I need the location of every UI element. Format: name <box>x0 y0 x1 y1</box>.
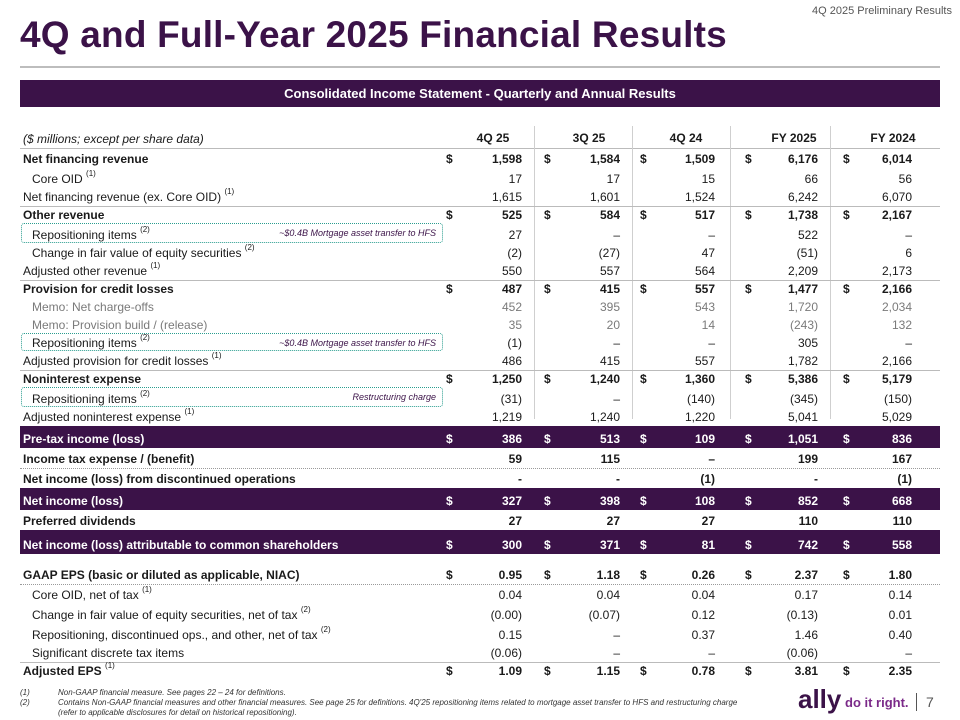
cell-value: 1,738 <box>787 208 818 222</box>
table-row <box>20 510 940 531</box>
currency-symbol: $ <box>745 208 752 222</box>
table-row <box>20 624 940 644</box>
cell-value: 35 <box>508 318 522 332</box>
cell-value: 17 <box>508 172 522 186</box>
units-label: ($ millions; except per share data) <box>23 132 204 146</box>
row-label-text: Noninterest expense <box>23 372 142 386</box>
table-row <box>20 316 940 334</box>
row-label-text: Pre-tax income (loss) <box>23 432 145 446</box>
row-label <box>32 169 96 186</box>
cell-value: 0.04 <box>596 588 620 602</box>
cell-value: 2,173 <box>881 264 912 278</box>
footnote-ref: (2) <box>300 605 311 614</box>
cell-value: 5,386 <box>787 372 818 386</box>
row-label <box>23 282 174 296</box>
column-header: FY 2025 <box>771 131 817 145</box>
cell-value: 0.37 <box>691 628 715 642</box>
cell-value: 550 <box>501 264 522 278</box>
callout-note: ~$0.4B Mortgage asset transfer to HFS <box>279 338 436 348</box>
currency-symbol: $ <box>640 152 647 166</box>
footnote-ref: (1) <box>105 661 115 670</box>
cell-value: (0.13) <box>786 608 818 622</box>
cell-value: (345) <box>789 392 818 406</box>
table-row <box>20 530 940 554</box>
column-header: 3Q 25 <box>572 131 606 145</box>
cell-value: 371 <box>599 538 620 552</box>
row-label <box>23 432 144 446</box>
cell-value: 15 <box>701 172 715 186</box>
cell-value: 395 <box>599 300 620 314</box>
cell-value: 1,051 <box>787 432 818 446</box>
cell-value: 0.15 <box>498 628 522 642</box>
currency-symbol: $ <box>446 208 453 222</box>
cell-value: 1,782 <box>787 354 818 368</box>
cell-value: 398 <box>599 494 620 508</box>
cell-value: 110 <box>798 514 818 528</box>
cell-value: - <box>518 472 522 486</box>
currency-symbol: $ <box>544 494 551 508</box>
row-label <box>23 407 195 424</box>
cell-value: 486 <box>501 354 522 368</box>
cell-value: 17 <box>606 172 620 186</box>
cell-value: 132 <box>891 318 912 332</box>
table-row <box>20 604 940 624</box>
currency-symbol: $ <box>843 432 850 446</box>
cell-value: 564 <box>694 264 715 278</box>
logo-divider <box>916 693 917 711</box>
footnote-text: Contains Non-GAAP financial measures and other financial measures. See page 25 for definitions. 4Q'25 repositioning items related to mortgage asset transfer to HFS and restructuring charge (refer to applicable disclosures for detail on historical repositioning). <box>58 698 738 717</box>
cell-value: 557 <box>694 354 715 368</box>
cell-value: 6,014 <box>881 152 912 166</box>
cell-value: 452 <box>501 300 522 314</box>
footnote-ref: (1) <box>142 585 152 594</box>
top-note: 4Q 2025 Preliminary Results <box>811 5 952 17</box>
currency-symbol: $ <box>544 432 551 446</box>
cell-value: 1,477 <box>787 282 818 296</box>
currency-symbol: $ <box>640 538 647 552</box>
row-label-text: Net income (loss) from discontinued operations <box>23 472 296 486</box>
table-row <box>20 448 940 469</box>
table-row <box>20 370 940 388</box>
cell-value: 199 <box>797 452 818 466</box>
cell-value: 543 <box>694 300 715 314</box>
cell-value: 1,598 <box>491 152 522 166</box>
row-label <box>32 605 311 622</box>
row-label <box>23 514 136 528</box>
footnote-ref: (1) <box>211 351 222 360</box>
cell-value: 1,219 <box>491 410 522 424</box>
row-label <box>23 152 148 166</box>
currency-symbol: $ <box>640 494 647 508</box>
currency-symbol: $ <box>843 538 850 552</box>
table-row <box>20 148 940 168</box>
table-row <box>20 298 940 316</box>
cell-value: 557 <box>694 282 715 296</box>
cell-value: (0.06) <box>490 646 522 660</box>
cell-value: 305 <box>797 336 818 350</box>
footnote-text: Non-GAAP financial measure. See pages 22 – 24 for definitions. <box>58 688 286 697</box>
currency-symbol: $ <box>745 664 752 678</box>
cell-value: 0.12 <box>691 608 715 622</box>
cell-value: (51) <box>796 246 818 260</box>
table-row <box>20 488 940 510</box>
row-label <box>23 452 194 466</box>
cell-value: 300 <box>501 538 522 552</box>
currency-symbol: $ <box>843 282 850 296</box>
column-header: 4Q 24 <box>669 131 703 145</box>
row-label <box>23 472 296 486</box>
page-title: 4Q and Full-Year 2025 Financial Results <box>20 14 727 55</box>
cell-value: (1) <box>700 472 715 486</box>
cell-value: 47 <box>701 246 715 260</box>
cell-value: 0.26 <box>691 568 715 582</box>
footnote-ref: (2) <box>320 625 331 634</box>
row-label-text: GAAP EPS (basic or diluted as applicable, NIAC) <box>23 568 300 582</box>
cell-value: 1.18 <box>596 568 620 582</box>
cell-value: - <box>616 472 620 486</box>
cell-value: 20 <box>606 318 620 332</box>
footnote-ref: (2) <box>244 243 255 252</box>
cell-value: 1,509 <box>684 152 715 166</box>
cell-value: 1,601 <box>589 190 620 204</box>
currency-symbol: $ <box>446 282 453 296</box>
row-label-text: Repositioning items <box>32 336 137 350</box>
cell-value: 584 <box>599 208 620 222</box>
cell-value: 1,240 <box>589 410 620 424</box>
cell-value: 2.37 <box>794 568 818 582</box>
currency-symbol: $ <box>745 494 752 508</box>
cell-value: 2,034 <box>881 300 912 314</box>
cell-value: - <box>814 472 818 486</box>
logo-tagline: do it right. <box>845 695 909 710</box>
cell-value: 6,070 <box>881 190 912 204</box>
column-header: 4Q 25 <box>476 131 510 145</box>
row-label-text: Change in fair value of equity securities, net of tax <box>32 608 298 622</box>
cell-value: 0.04 <box>498 588 522 602</box>
cell-value: 2,167 <box>881 208 912 222</box>
table-row <box>20 564 940 585</box>
row-label <box>23 538 338 552</box>
cell-value: – <box>905 646 912 660</box>
column-header: FY 2024 <box>870 131 916 145</box>
title-divider <box>20 66 940 68</box>
row-label-text: Repositioning items <box>32 392 137 406</box>
currency-symbol: $ <box>544 282 551 296</box>
cell-value: 115 <box>600 452 620 466</box>
cell-value: 1,360 <box>684 372 715 386</box>
currency-symbol: $ <box>843 152 850 166</box>
row-label <box>32 646 184 660</box>
table-header-row <box>20 126 940 149</box>
currency-symbol: $ <box>843 208 850 222</box>
row-label <box>32 300 154 314</box>
cell-value: 1,720 <box>787 300 818 314</box>
cell-value: 2,166 <box>881 282 912 296</box>
currency-symbol: $ <box>640 208 647 222</box>
cell-value: 0.95 <box>498 568 522 582</box>
cell-value: (0.06) <box>786 646 818 660</box>
footnote-number: (1) <box>20 688 30 697</box>
cell-value: 6 <box>905 246 912 260</box>
currency-symbol: $ <box>843 664 850 678</box>
footnote-ref: (2) <box>140 225 150 234</box>
row-label-text: Adjusted noninterest expense <box>23 410 182 424</box>
cell-value: 1.15 <box>596 664 620 678</box>
row-label-text: Memo: Net charge-offs <box>32 300 154 314</box>
cell-value: 3.81 <box>794 664 818 678</box>
currency-symbol: $ <box>640 568 647 582</box>
footnote-ref: (1) <box>224 187 235 196</box>
cell-value: – <box>613 646 620 660</box>
row-label <box>23 372 141 386</box>
cell-value: – <box>708 646 715 660</box>
cell-value: 6,242 <box>787 190 818 204</box>
currency-symbol: $ <box>745 568 752 582</box>
cell-value: 56 <box>898 172 912 186</box>
currency-symbol: $ <box>446 432 453 446</box>
cell-value: 415 <box>599 282 620 296</box>
currency-symbol: $ <box>446 152 453 166</box>
table-row <box>20 168 940 188</box>
cell-value: 0.14 <box>888 588 912 602</box>
row-label <box>32 625 331 642</box>
row-label-text: Net income (loss) attributable to common shareholders <box>23 538 339 552</box>
row-label <box>23 661 115 678</box>
currency-symbol: $ <box>446 664 453 678</box>
table-row <box>20 584 940 604</box>
cell-value: – <box>613 392 620 406</box>
currency-symbol: $ <box>640 372 647 386</box>
cell-value: 108 <box>694 494 715 508</box>
cell-value: 0.78 <box>691 664 715 678</box>
currency-symbol: $ <box>544 372 551 386</box>
currency-symbol: $ <box>446 372 453 386</box>
row-label-text: Adjusted EPS <box>23 664 102 678</box>
table-row <box>20 188 940 207</box>
cell-value: 2.35 <box>888 664 912 678</box>
cell-value: 1.80 <box>888 568 912 582</box>
cell-value: 517 <box>694 208 715 222</box>
footnote-ref: (1) <box>150 261 161 270</box>
cell-value: 59 <box>508 452 522 466</box>
footnote <box>20 698 760 718</box>
cell-value: 109 <box>694 432 715 446</box>
cell-value: 1.46 <box>794 628 818 642</box>
cell-value: – <box>613 228 620 242</box>
cell-value: 415 <box>599 354 620 368</box>
table-row <box>20 262 940 281</box>
cell-value: 1,615 <box>491 190 522 204</box>
row-label-text: Other revenue <box>23 208 105 222</box>
cell-value: 0.40 <box>888 628 912 642</box>
cell-value: 0.17 <box>794 588 818 602</box>
cell-value: 1,584 <box>589 152 620 166</box>
cell-value: 1.09 <box>498 664 522 678</box>
cell-value: 2,209 <box>787 264 818 278</box>
currency-symbol: $ <box>640 432 647 446</box>
cell-value: – <box>905 228 912 242</box>
row-label <box>32 243 255 260</box>
row-label <box>32 585 152 602</box>
table-row <box>20 408 940 427</box>
row-label-text: Memo: Provision build / (release) <box>32 318 208 332</box>
currency-symbol: $ <box>843 494 850 508</box>
table-banner: Consolidated Income Statement - Quarterly and Annual Results <box>20 80 940 107</box>
footnote-ref: (2) <box>140 333 150 342</box>
currency-symbol: $ <box>745 538 752 552</box>
cell-value: (31) <box>500 392 522 406</box>
cell-value: 742 <box>797 538 818 552</box>
cell-value: 5,041 <box>787 410 818 424</box>
currency-symbol: $ <box>446 538 453 552</box>
cell-value: 167 <box>891 452 912 466</box>
cell-value: (0.00) <box>490 608 522 622</box>
callout-note: Restructuring charge <box>352 392 436 402</box>
footnote-ref: (1) <box>184 407 195 416</box>
cell-value: 27 <box>508 228 522 242</box>
currency-symbol: $ <box>544 208 551 222</box>
currency-symbol: $ <box>843 372 850 386</box>
currency-symbol: $ <box>544 568 551 582</box>
table-row <box>20 352 940 371</box>
currency-symbol: $ <box>745 432 752 446</box>
table-row <box>20 468 940 488</box>
cell-value: – <box>708 452 715 466</box>
row-label-text: Preferred dividends <box>23 514 136 528</box>
row-label-text: Core OID, net of tax <box>32 588 139 602</box>
footnote-ref: (2) <box>140 389 150 398</box>
row-label-text: Income tax expense / (benefit) <box>23 452 195 466</box>
cell-value: (1) <box>897 472 912 486</box>
cell-value: 558 <box>891 538 912 552</box>
row-label-text: Provision for credit losses <box>23 282 174 296</box>
currency-symbol: $ <box>745 372 752 386</box>
row-label-text: Net financing revenue (ex. Core OID) <box>23 190 222 204</box>
row-label <box>32 318 207 332</box>
cell-value: 836 <box>891 432 912 446</box>
cell-value: 81 <box>701 538 715 552</box>
currency-symbol: $ <box>640 664 647 678</box>
page-number: 7 <box>926 694 934 710</box>
cell-value: 27 <box>508 514 522 528</box>
cell-value: 1,250 <box>491 372 522 386</box>
table-row <box>20 644 940 663</box>
currency-symbol: $ <box>745 282 752 296</box>
cell-value: 0.01 <box>888 608 912 622</box>
cell-value: 1,240 <box>589 372 620 386</box>
cell-value: 6,176 <box>787 152 818 166</box>
cell-value: – <box>905 336 912 350</box>
cell-value: 110 <box>892 514 912 528</box>
cell-value: (150) <box>883 392 912 406</box>
cell-value: 386 <box>501 432 522 446</box>
cell-value: 668 <box>891 494 912 508</box>
cell-value: (1) <box>507 336 522 350</box>
row-label-text: Repositioning, discontinued ops., and other, net of tax <box>32 628 318 642</box>
currency-symbol: $ <box>544 538 551 552</box>
cell-value: (27) <box>598 246 620 260</box>
row-label <box>23 187 235 204</box>
currency-symbol: $ <box>446 494 453 508</box>
row-label-text: Repositioning items <box>32 228 137 242</box>
table-row <box>20 206 940 224</box>
row-label <box>23 568 300 582</box>
table-row <box>20 280 940 298</box>
cell-value: 5,029 <box>881 410 912 424</box>
cell-value: – <box>708 336 715 350</box>
cell-value: (140) <box>686 392 715 406</box>
cell-value: 852 <box>797 494 818 508</box>
cell-value: 525 <box>501 208 522 222</box>
cell-value: – <box>708 228 715 242</box>
row-label <box>23 208 104 222</box>
table-row <box>20 426 940 448</box>
currency-symbol: $ <box>446 568 453 582</box>
row-label <box>23 351 222 368</box>
cell-value: 5,179 <box>881 372 912 386</box>
row-label-text: Adjusted other revenue <box>23 264 148 278</box>
cell-value: – <box>613 628 620 642</box>
currency-symbol: $ <box>745 152 752 166</box>
currency-symbol: $ <box>640 282 647 296</box>
cell-value: (243) <box>789 318 818 332</box>
cell-value: 66 <box>804 172 818 186</box>
row-label-text: Net financing revenue <box>23 152 149 166</box>
cell-value: 557 <box>599 264 620 278</box>
cell-value: 327 <box>501 494 522 508</box>
currency-symbol: $ <box>544 152 551 166</box>
row-label-text: Core OID <box>32 172 83 186</box>
cell-value: 1,524 <box>684 190 715 204</box>
row-label-text: Change in fair value of equity securities <box>32 246 242 260</box>
table-row <box>20 662 940 680</box>
row-label <box>23 494 123 508</box>
currency-symbol: $ <box>843 568 850 582</box>
cell-value: 0.04 <box>691 588 715 602</box>
cell-value: 522 <box>797 228 818 242</box>
table-row <box>20 244 940 262</box>
logo-wordmark: ally <box>798 684 842 714</box>
row-label-text: Adjusted provision for credit losses <box>23 354 209 368</box>
cell-value: 513 <box>599 432 620 446</box>
footnote-ref: (1) <box>86 169 96 178</box>
cell-value: 1,220 <box>684 410 715 424</box>
cell-value: 27 <box>606 514 620 528</box>
cell-value: 27 <box>701 514 715 528</box>
row-label-text: Net income (loss) <box>23 494 124 508</box>
row-label <box>23 261 161 278</box>
cell-value: (0.07) <box>588 608 620 622</box>
cell-value: 2,166 <box>881 354 912 368</box>
callout-note: ~$0.4B Mortgage asset transfer to HFS <box>279 228 436 238</box>
cell-value: (2) <box>507 246 522 260</box>
footnote-number: (2) <box>20 698 30 707</box>
cell-value: 14 <box>701 318 715 332</box>
row-label-text: Significant discrete tax items <box>32 646 185 660</box>
currency-symbol: $ <box>544 664 551 678</box>
cell-value: – <box>613 336 620 350</box>
cell-value: 487 <box>501 282 522 296</box>
